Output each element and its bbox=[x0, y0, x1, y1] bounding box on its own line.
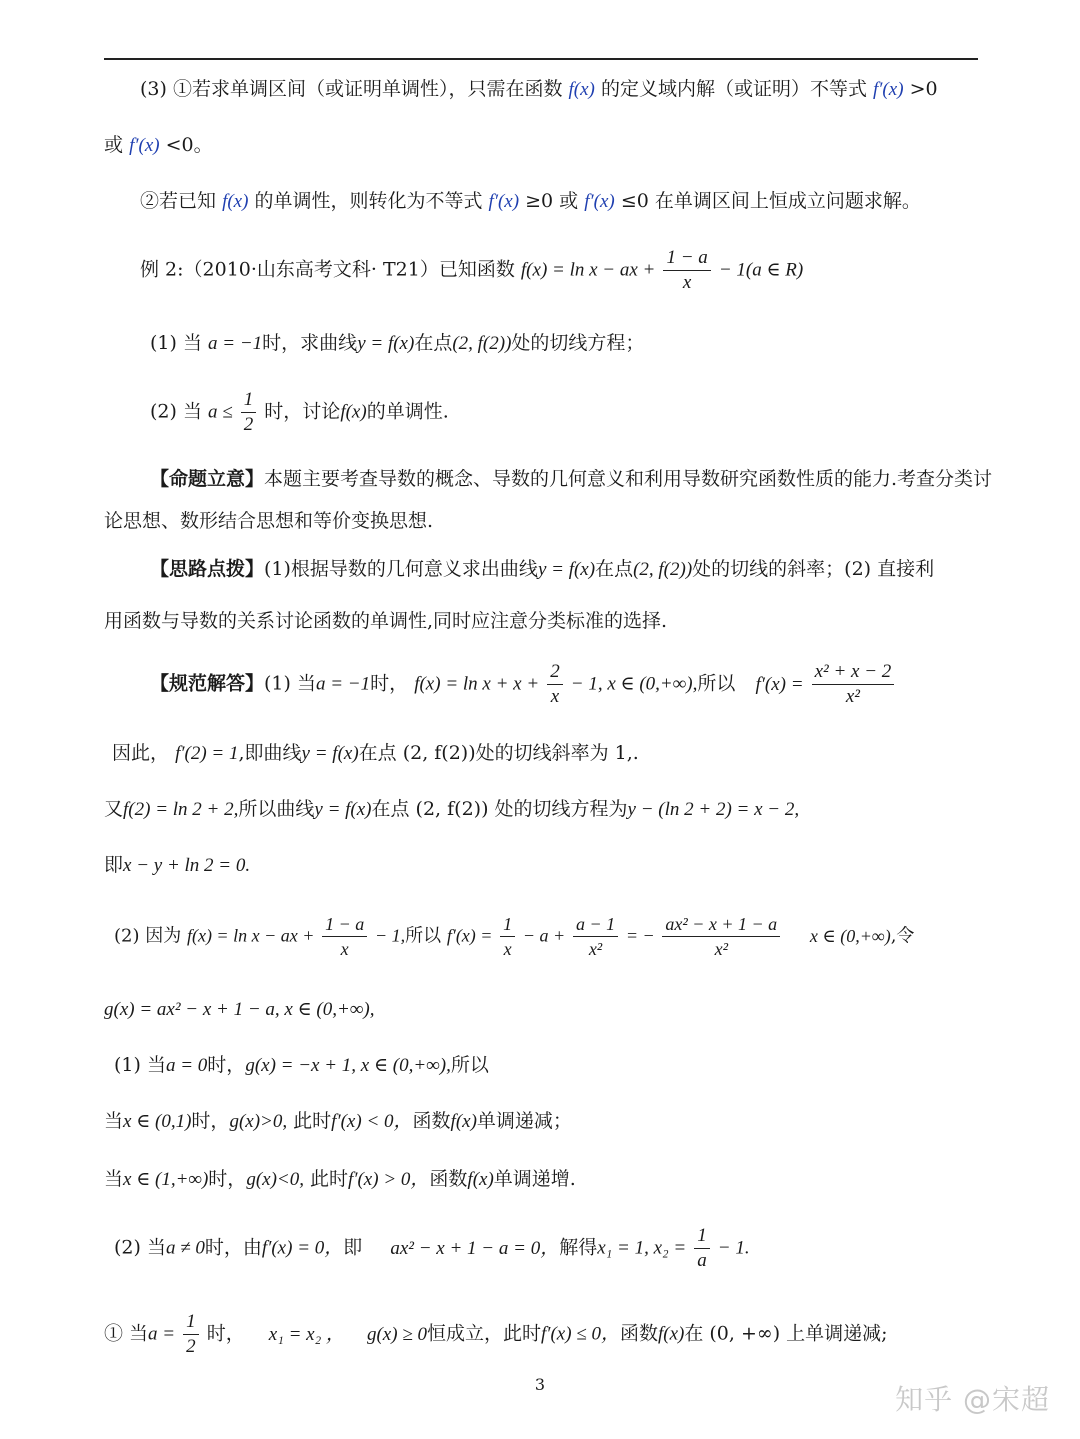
case1-head: (1) 当a = 0时，g(x) = −x + 1, x ∈ (0,+∞),所以 bbox=[114, 1054, 489, 1076]
text: 或 bbox=[104, 134, 124, 156]
math: f(x) = ln x − ax + bbox=[520, 259, 656, 281]
fraction: $\frac{\text{ax² − x + 1 − a}}{\text{x²}}$ bbox=[662, 912, 780, 961]
fraction: $\frac{1}{2}$ bbox=[241, 388, 257, 437]
fraction: $\frac{a - 1}{\text{x²}}$ bbox=[573, 912, 618, 961]
fraction: $\frac{1 - a}{x}$ bbox=[663, 246, 710, 295]
text: 的单调性，则转化为不等式 bbox=[254, 190, 483, 212]
fraction: $\frac{1}{2}$ bbox=[183, 1310, 199, 1359]
part2-line1: (2) 因为 f(x) = ln x − ax + $\frac{1 - a}{x}$ − 1,所以 f′(x) = $\frac{1}{x}$ − a + $\frac{a - 1}{\text{x²}}$ = − $\frac{\text{ax² − x + 1 − a}}{\text{x²}}$ x ∈ (0,+∞),令 bbox=[114, 914, 915, 959]
rule3-line1 bbox=[140, 76, 1020, 103]
text: 的定义域内解（或证明）不等式 bbox=[600, 78, 867, 100]
case2-sub1: ① 当a = $\frac{1}{2}$ 时， x₁ = x₂ ， g(x) ≥ 0恒成立，此时f′(x) ≤ 0，函数f(x)在 (0, +∞) 上单调递减; bbox=[104, 1311, 888, 1357]
g-definition: g(x) = ax² − x + 1 − a, x ∈ (0,+∞), bbox=[104, 999, 375, 1020]
case1-line2: 当x ∈ (1,+∞)时，g(x)<0, 此时f′(x) > 0，函数f(x)单调递增. bbox=[104, 1168, 576, 1190]
example2-title bbox=[140, 246, 1020, 295]
yinci-line: 因此， f′(2) = 1,即曲线y = f(x)在点 (2, f(2))处的切线斜率为 1,. bbox=[112, 742, 639, 764]
fraction: $\frac{1}{a}$ bbox=[694, 1224, 710, 1273]
question-2: (2) 当 a ≤ $\frac{1}{2}$ 时，讨论f(x)的单调性. bbox=[150, 389, 449, 435]
fraction: $\frac{1 - a}{x}$ bbox=[322, 912, 367, 961]
mingti-line2: 论思想、数形结合思想和等价变换思想. bbox=[104, 510, 434, 532]
text: 例 2:（2010·山东高考文科· T21）已知函数 bbox=[140, 258, 515, 281]
ji-line: 即x − y + ln 2 = 0. bbox=[104, 854, 251, 876]
text: ②若已知 bbox=[140, 190, 217, 212]
text: ≤0 在单调区间上恒成立问题求解。 bbox=[620, 190, 921, 212]
rule3-line2 bbox=[104, 132, 984, 159]
math: f(x) bbox=[568, 79, 595, 100]
guifan-line1: 【规范解答】(1) 当a = −1时， f(x) = ln x + x + $\frac{2}{x}$ − 1, x ∈ (0,+∞),所以 f′(x) = $\frac{\text{x² + x − 2}}{\text{x²}}$ bbox=[150, 660, 1030, 709]
text: <0。 bbox=[165, 134, 213, 156]
math: f′(x) bbox=[873, 79, 904, 100]
math: − 1(a ∈ R) bbox=[718, 259, 804, 281]
watermark: 知乎 @宋超 bbox=[895, 1383, 1050, 1416]
silu-line2: 用函数与导数的关系讨论函数的单调性,同时应注意分类标准的选择. bbox=[104, 610, 668, 632]
text: ≥0 或 bbox=[525, 190, 579, 212]
question-1: (1) 当 a = −1时，求曲线y = f(x)在点(2, f(2))处的切线方程； bbox=[150, 332, 645, 354]
case1-line1: 当x ∈ (0,1)时，g(x)>0, 此时f′(x) < 0，函数f(x)单调递减； bbox=[104, 1110, 572, 1132]
silu-line1: 【思路点拨】(1)根据导数的几何意义求出曲线y = f(x)在点(2, f(2))处的切线的斜率；(2) 直接利 bbox=[150, 558, 935, 580]
fraction: $\frac{1}{x}$ bbox=[500, 912, 515, 961]
header-rule bbox=[104, 58, 978, 60]
text: >0 bbox=[909, 78, 938, 100]
text: (3) ①若求单调区间（或证明单调性），只需在函数 bbox=[140, 78, 563, 100]
case2-head: (2) 当a ≠ 0时，由f′(x) = 0，即 ax² − x + 1 − a = 0，解得x₁ = 1, x₂ = $\frac{1}{a}$ − 1. bbox=[114, 1225, 750, 1271]
fraction: $\frac{\text{x² + x − 2}}{\text{x²}}$ bbox=[812, 660, 895, 709]
mingti-line1: 【命题立意】本题主要考查导数的概念、导数的几何意义和利用导数研究函数性质的能力.考查分类讨 bbox=[150, 468, 993, 490]
math: f(x) bbox=[222, 191, 249, 212]
math: f′(x) bbox=[129, 135, 160, 156]
math: f′(x) bbox=[488, 191, 520, 212]
you-line: 又f(2) = ln 2 + 2,所以曲线y = f(x)在点 (2, f(2)) 处的切线方程为y − (ln 2 + 2) = x − 2, bbox=[104, 798, 800, 820]
page-number: 3 bbox=[534, 1375, 546, 1394]
rule3-line3 bbox=[140, 188, 1020, 215]
fraction: $\frac{2}{x}$ bbox=[547, 660, 563, 709]
math: f′(x) bbox=[584, 191, 615, 212]
